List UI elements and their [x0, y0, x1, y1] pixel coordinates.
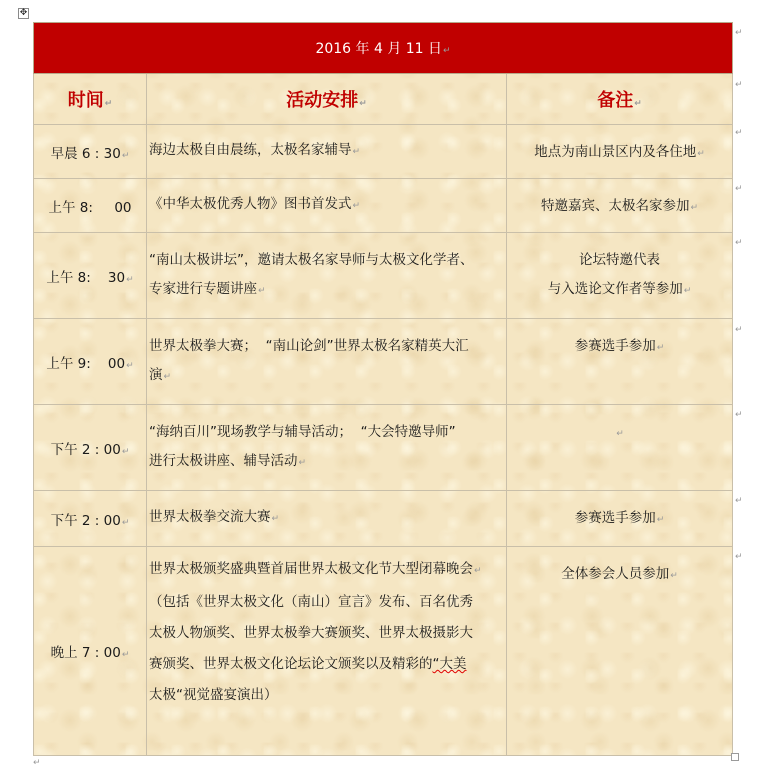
- note-cell[interactable]: [507, 233, 733, 319]
- paragraph-mark: ↵: [33, 758, 41, 768]
- row-end-mark: ↵: [735, 325, 743, 335]
- activity-text: 海边太极自由晨练，太极名家辅导: [149, 142, 352, 158]
- header-time-cell[interactable]: [34, 74, 147, 125]
- activity-text: 太极“视觉盛宴演出）: [149, 687, 278, 703]
- time-cell[interactable]: [34, 491, 147, 547]
- time-cell[interactable]: [34, 319, 147, 405]
- paragraph-mark: ↵: [352, 147, 361, 157]
- table-row: [34, 547, 733, 756]
- note-text: 地点为南山景区内及各住地: [534, 144, 697, 160]
- time-text: 上午 9: 00: [46, 355, 126, 372]
- row-end-mark: ↵: [735, 238, 743, 248]
- table-header-row: [34, 74, 733, 125]
- paragraph-mark: ↵: [656, 515, 665, 525]
- activity-text: 太极人物颁奖、世界太极拳大赛颁奖、世界太极摄影大: [149, 625, 473, 641]
- activity-text: 世界太极拳大赛； “南山论剑”世界太极名家精英大汇: [149, 337, 469, 354]
- paragraph-mark: ↵: [298, 457, 307, 468]
- paragraph-mark: ↵: [616, 429, 624, 439]
- activity-cell[interactable]: [147, 491, 507, 547]
- header-activity-cell[interactable]: [147, 74, 507, 125]
- paragraph-mark: ↵: [121, 446, 130, 457]
- activity-text: 《中华太极优秀人物》图书首发式: [149, 196, 352, 212]
- time-text: 上午 8: 30: [46, 269, 126, 286]
- activity-cell[interactable]: [147, 233, 507, 319]
- paragraph-mark: ↵: [126, 274, 134, 285]
- time-text: 早晨 6 : 30: [50, 145, 121, 162]
- time-cell[interactable]: [34, 233, 147, 319]
- time-cell[interactable]: [34, 179, 147, 233]
- title-date-cell[interactable]: [34, 23, 733, 74]
- table-row: [34, 125, 733, 179]
- table-row: [34, 233, 733, 319]
- activity-text: 进行太极讲座、辅导活动: [149, 452, 298, 469]
- paragraph-mark: ↵: [163, 371, 172, 382]
- activity-cell[interactable]: [147, 319, 507, 405]
- header-note-cell[interactable]: [507, 74, 733, 125]
- note-cell[interactable]: [507, 491, 733, 547]
- paragraph-mark: ↵: [121, 517, 130, 528]
- time-text: 下午 2 : 00: [50, 512, 121, 529]
- paragraph-mark: ↵: [121, 150, 130, 161]
- paragraph-mark: ↵: [634, 99, 642, 109]
- note-text: 论坛特邀代表: [579, 252, 661, 268]
- activity-cell[interactable]: [147, 405, 507, 491]
- activity-text: “海纳百川”现场教学与辅导活动； “大会特邀导师”: [149, 423, 456, 440]
- activity-text: 专家进行专题讲座: [149, 280, 257, 297]
- activity-text: “南山太极讲坛”，邀请太极名家导师与太极文化学者、: [149, 251, 474, 268]
- paragraph-mark: ↵: [670, 571, 678, 581]
- activity-text: （包括《世界太极文化（南山）宣言》发布、百名优秀: [149, 594, 473, 610]
- paragraph-mark: ↵: [443, 46, 451, 56]
- activity-text: 赛颁奖、世界太极文化论坛论文颁奖以及精彩的: [149, 656, 433, 672]
- paragraph-mark: ↵: [656, 343, 665, 353]
- row-end-mark: ↵: [735, 184, 743, 194]
- time-cell[interactable]: [34, 547, 147, 756]
- note-text: 参赛选手参加: [574, 510, 656, 526]
- row-end-mark: ↵: [735, 128, 743, 138]
- row-end-mark: ↵: [735, 552, 743, 562]
- paragraph-mark: ↵: [474, 566, 482, 576]
- activity-cell[interactable]: [147, 179, 507, 233]
- table-title-row: [34, 23, 733, 74]
- table-move-handle-icon[interactable]: ✥: [19, 8, 28, 18]
- paragraph-mark: ↵: [359, 99, 367, 109]
- time-cell[interactable]: [34, 405, 147, 491]
- activity-text: 世界太极颁奖盛典暨首届世界太极文化节大型闭幕晚会: [149, 561, 473, 577]
- row-end-mark: ↵: [735, 410, 743, 420]
- note-cell[interactable]: [507, 179, 733, 233]
- table-row: [34, 491, 733, 547]
- note-cell[interactable]: [507, 405, 733, 491]
- header-note: 备注: [597, 90, 634, 111]
- note-text: 与入选论文作者等参加: [547, 281, 683, 297]
- paragraph-mark: ↵: [121, 650, 130, 660]
- time-text: 晚上 7 : 00: [50, 645, 121, 661]
- title-date: 2016 年 4 月 11 日: [315, 41, 443, 57]
- row-end-mark: ↵: [735, 496, 743, 506]
- paragraph-mark: ↵: [352, 201, 361, 211]
- activity-cell[interactable]: [147, 547, 507, 756]
- spell-check-text: “大美: [432, 656, 467, 672]
- paragraph-mark: ↵: [104, 99, 113, 109]
- table-resize-handle[interactable]: [731, 753, 739, 761]
- header-activity: 活动安排: [286, 90, 359, 111]
- table-row: [34, 319, 733, 405]
- row-end-mark: ↵: [735, 80, 743, 90]
- paragraph-mark: ↵: [271, 514, 280, 524]
- table-row: [34, 405, 733, 491]
- table-row: [34, 179, 733, 233]
- note-cell[interactable]: [507, 547, 733, 756]
- paragraph-mark: ↵: [690, 203, 699, 213]
- activity-cell[interactable]: [147, 125, 507, 179]
- time-text: 上午 8: 00: [48, 199, 132, 216]
- paragraph-mark: ↵: [126, 360, 134, 371]
- note-cell[interactable]: [507, 319, 733, 405]
- note-text: 全体参会人员参加: [561, 566, 670, 582]
- note-text: 特邀嘉宾、太极名家参加: [540, 198, 690, 214]
- header-time: 时间: [67, 90, 104, 111]
- note-cell[interactable]: [507, 125, 733, 179]
- schedule-table: [33, 22, 733, 756]
- activity-text: 演: [149, 366, 163, 383]
- time-text: 下午 2 : 00: [50, 441, 121, 458]
- paragraph-mark: ↵: [258, 285, 266, 296]
- paragraph-mark: ↵: [683, 286, 692, 296]
- time-cell[interactable]: [34, 125, 147, 179]
- note-text: 参赛选手参加: [574, 338, 656, 354]
- paragraph-mark: ↵: [697, 149, 705, 159]
- activity-text: 世界太极拳交流大赛: [149, 509, 271, 525]
- row-end-mark: ↵: [735, 28, 743, 38]
